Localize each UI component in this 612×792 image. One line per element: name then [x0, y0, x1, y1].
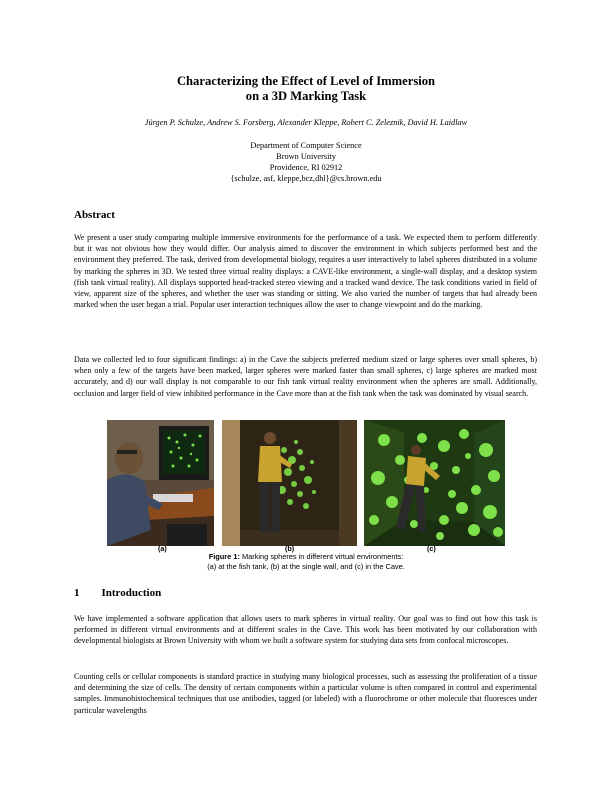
figure-caption-line1 [0, 552, 612, 562]
intro-section-number: 1 [74, 587, 80, 599]
abstract-paragraph-2: Data we collected led to four significant findings: a) in the Cave the subjects preferred medium sized or large spheres over small spheres, b) when only a few of the targets have been marked, larger spheres were marked faster than small spheres, c) large spheres are marked most accurately, and d) our wall display is not comparable to our fish tank virtual reality environment when the spheres are small. Additionally, occlusion and larger field of view inhibited performance in the Cave more than at the fish tank when the task was dominated by visual search. [74, 355, 537, 398]
cave-illustration [364, 420, 505, 546]
affiliation-university: Brown University [276, 152, 336, 161]
figure-caption [0, 552, 612, 572]
fish-tank-illustration [107, 420, 214, 546]
figure-label-a: (a) [158, 544, 167, 553]
figure-caption-label: Figure 1: [208, 552, 240, 561]
photo-cave [364, 420, 505, 546]
abstract-heading: Abstract [74, 209, 115, 221]
photo-fish-tank [107, 420, 214, 546]
abstract-paragraph-1: We present a user study comparing multiple immersive environments for the performance of a task. We expected them to perform differently but it was not obvious how they would differ. Our analysis aimed to discover the environment in which subjects performed best and the environment they preferred. The task, derived from developmental biology, requires a user interactively to label spheres distributed in a volume by marking the spheres in 3D. We tested three virtual reality displays: a CAVE-like environment, a single-wall display, and a desktop system (fish tank virtual reality). All displays supported head-tracked stereo viewing and a tracked wand device. The task conditions varied in field of view, apparent size of the spheres, and whether the user was standing or sitting. We also varied the number of targets that had already been marked when the user began a trial. Popular user interaction techniques allow the user to change viewpoint and do the marking. [74, 233, 537, 310]
intro-paragraph-2: Counting cells or cellular components is standard practice in studying many biological processes, such as assessing the proliferation of a tissue and determining the size of cells. The density of certain components within a particular volume is often compared in control and experimental samples. Immunohistochemical techniques that use antibodies, tagged (or labeled) with a fluorochrome or other molecule that fluoresces under particular wavelengths [74, 672, 537, 715]
paper-title-line1: Characterizing the Effect of Level of Immersion [176, 74, 436, 88]
affiliation-email: {schulze, asf, kleppe,bcz,dhl}@cs.brown.edu [230, 174, 382, 183]
photo-single-wall [222, 420, 357, 546]
affiliation-city: Providence, RI 02912 [269, 163, 343, 172]
figure-caption-line2: (a) at the fish tank, (b) at the single wall, and (c) in the Cave. [207, 562, 405, 571]
affiliation-dept: Department of Computer Science [250, 141, 362, 150]
figure-label-b: (b) [285, 544, 295, 553]
intro-section-title: Introduction [101, 587, 162, 599]
paper-title-line2: on a 3D Marking Task [245, 89, 367, 103]
intro-paragraph-1: We have implemented a software application that allows users to mark spheres in virtual reality. Our goal was to find out how this task is performed in different virtual environments and at different scales in the Cave. This work has been motivated by our collaboration with developmental biologists at Brown University with whom we built a software system for studying data sets from confocal microscopes. [74, 614, 537, 646]
author-list: Jürgen P. Schulze, Andrew S. Forsberg, Alexander Kleppe, Robert C. Zeleznik, David H. Laidlaw [144, 118, 468, 127]
single-wall-illustration [222, 420, 357, 546]
figure-label-c: (c) [427, 544, 436, 553]
figure-caption-text1: Marking spheres in different virtual environments: [241, 552, 404, 561]
intro-heading [74, 587, 161, 600]
